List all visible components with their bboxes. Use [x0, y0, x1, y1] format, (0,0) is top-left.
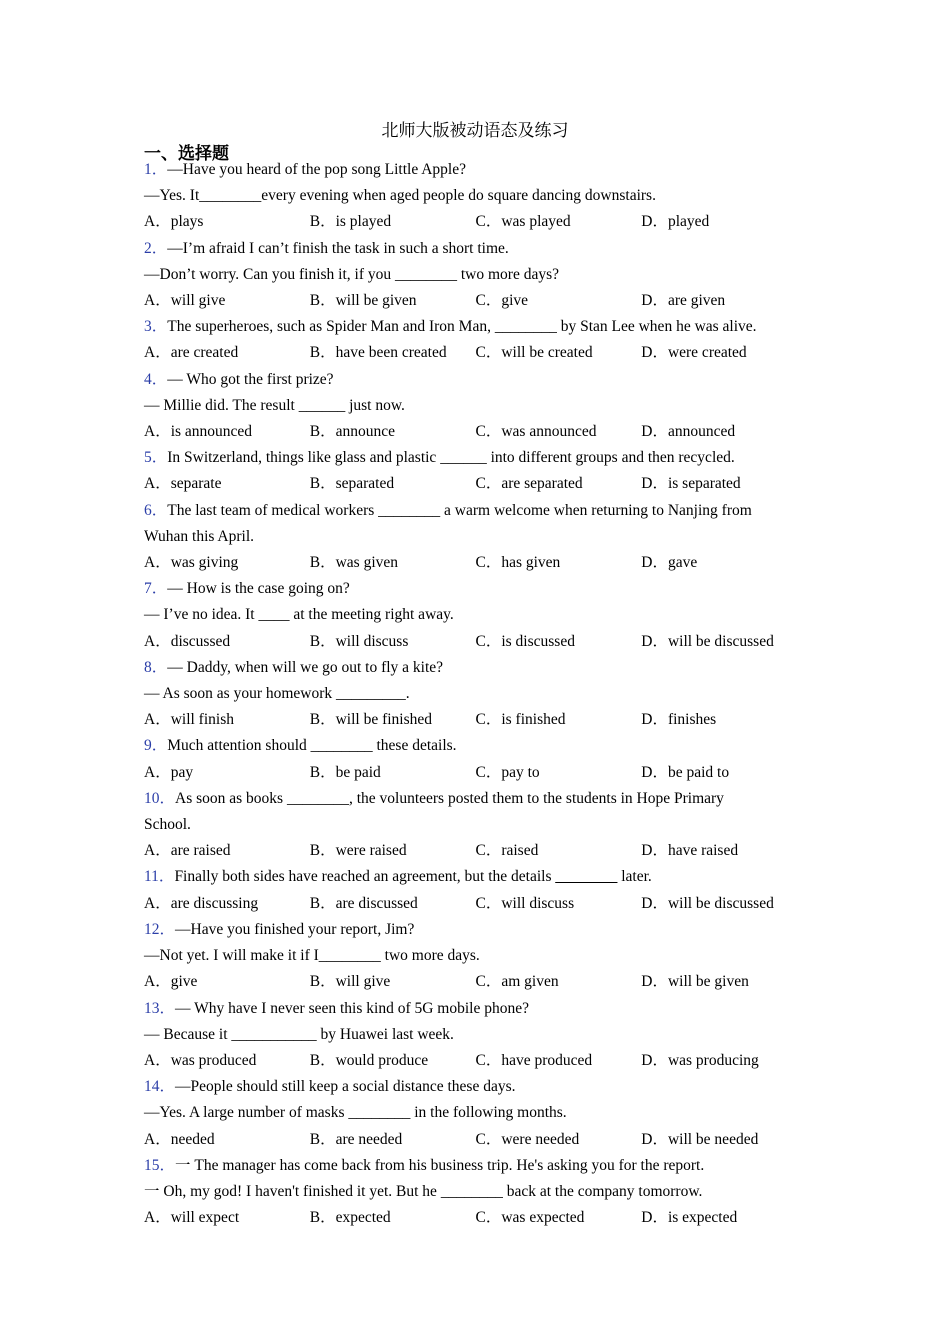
- answer-option-c[interactable]: C．is discussed: [475, 632, 575, 650]
- answer-option-c[interactable]: C．pay to: [475, 763, 540, 781]
- question-text: Finally both sides have reached an agreement, but the details: [174, 868, 556, 886]
- answer-option-a[interactable]: A．are discussing: [144, 894, 259, 912]
- answer-option-d[interactable]: D．are given: [641, 292, 726, 310]
- answer-option-d[interactable]: D．will be needed: [641, 1130, 759, 1148]
- page-title: 北师大版被动语态及练习: [381, 121, 569, 141]
- question-stem: [144, 786, 809, 812]
- answer-option-b[interactable]: B．were raised: [309, 842, 407, 860]
- question-line: School.: [144, 816, 191, 834]
- answer-option-a[interactable]: A．are created: [144, 344, 239, 362]
- answer-option-c[interactable]: C．will be created: [475, 344, 593, 362]
- question-line: — As soon as your homework _________.: [144, 685, 410, 703]
- answer-option-d[interactable]: D．announced: [641, 423, 736, 441]
- question-item: [144, 157, 809, 236]
- question-text: — Why have I never seen this kind of 5G mobile phone?: [175, 999, 529, 1017]
- answer-option-c[interactable]: C．have produced: [475, 1051, 593, 1069]
- question-item: [144, 733, 809, 785]
- question-number: 14．: [144, 1078, 176, 1096]
- question-line: — Because it ___________ by Huawei last week.: [144, 1025, 454, 1043]
- question-number: 4．: [144, 370, 168, 388]
- answer-option-c[interactable]: C．has given: [475, 554, 561, 572]
- question-text: — Who got the first prize?: [167, 370, 334, 388]
- question-text-tail: later.: [617, 868, 652, 886]
- answer-option-d[interactable]: D．was producing: [641, 1051, 759, 1069]
- answer-blank: ________: [555, 868, 618, 886]
- question-number: 10．: [144, 789, 176, 807]
- answer-options: [144, 550, 809, 576]
- question-stem: [144, 1153, 809, 1179]
- answer-option-c[interactable]: C．was expected: [475, 1209, 585, 1227]
- answer-options: [144, 838, 809, 864]
- question-item: [144, 786, 809, 865]
- answer-options: [144, 891, 809, 917]
- answer-option-b[interactable]: B．announce: [309, 423, 395, 441]
- answer-option-a[interactable]: A．discussed: [144, 632, 231, 650]
- answer-option-d[interactable]: D．is expected: [641, 1209, 738, 1227]
- answer-options: [144, 629, 809, 655]
- answer-option-d[interactable]: D．gave: [641, 554, 698, 572]
- question-text: — How is the case going on?: [167, 580, 350, 598]
- question-item: [144, 445, 809, 497]
- answer-option-a[interactable]: A．is announced: [144, 423, 253, 441]
- answer-option-b[interactable]: B．separated: [309, 475, 395, 493]
- question-number: 1．: [144, 161, 168, 178]
- answer-option-b[interactable]: B．are discussed: [309, 894, 418, 912]
- answer-option-c[interactable]: C．raised: [475, 842, 539, 860]
- question-item: [144, 996, 809, 1075]
- answer-option-d[interactable]: D．will be discussed: [641, 632, 774, 650]
- answer-option-a[interactable]: A．separate: [144, 475, 222, 493]
- question-item: [144, 576, 809, 655]
- answer-option-a[interactable]: A．plays: [144, 213, 204, 231]
- answer-option-d[interactable]: D．were created: [641, 344, 747, 362]
- question-line: —Yes. A large number of masks ________ in the following months.: [144, 1104, 567, 1122]
- question-stem: [144, 655, 809, 681]
- answer-option-d[interactable]: D．will be given: [641, 973, 749, 991]
- answer-option-b[interactable]: B．will give: [309, 973, 391, 991]
- answer-options: [144, 419, 809, 445]
- question-line: — I’ve no idea. It ____ at the meeting right away.: [144, 606, 454, 624]
- answer-option-a[interactable]: A．needed: [144, 1130, 215, 1148]
- question-number: 12．: [144, 920, 176, 938]
- question-item: [144, 498, 809, 577]
- question-number: 2．: [144, 239, 168, 257]
- question-text: — Daddy, when will we go out to fly a kite?: [167, 658, 444, 676]
- question-stem: [144, 236, 809, 262]
- section-heading: 一、选择题: [144, 144, 229, 164]
- answer-option-a[interactable]: A．are raised: [144, 842, 231, 860]
- answer-option-c[interactable]: C．was played: [475, 213, 571, 231]
- answer-option-b[interactable]: B．is played: [309, 213, 392, 231]
- question-stem: [144, 157, 809, 183]
- answer-option-c[interactable]: C．will discuss: [475, 894, 575, 912]
- question-stem: [144, 733, 809, 759]
- question-stem: [144, 445, 809, 471]
- question-item: [144, 314, 809, 366]
- answer-option-b[interactable]: B．be paid: [309, 763, 381, 781]
- answer-option-b[interactable]: B．was given: [309, 554, 399, 572]
- answer-options: [144, 707, 809, 733]
- question-text: 一 The manager has come back from his business trip. He's asking you for the report.: [175, 1156, 705, 1174]
- question-item: [144, 367, 809, 446]
- answer-option-c[interactable]: C．were needed: [475, 1130, 580, 1148]
- answer-option-c[interactable]: C．am given: [475, 973, 559, 991]
- answer-option-a[interactable]: A．was produced: [144, 1051, 257, 1069]
- question-text: —Have you heard of the pop song Little Apple?: [167, 161, 466, 178]
- answer-option-c[interactable]: C．are separated: [475, 475, 583, 493]
- question-item: [144, 917, 809, 996]
- question-line: —Yes. It________every evening when aged people do square dancing downstairs.: [144, 187, 656, 205]
- answer-options: [144, 1048, 809, 1074]
- question-text: Much attention should ________ these details.: [167, 737, 457, 755]
- answer-option-d[interactable]: D．have raised: [641, 842, 739, 860]
- question-number: 15．: [144, 1156, 176, 1174]
- answer-option-b[interactable]: B．will discuss: [309, 632, 409, 650]
- answer-options: [144, 209, 809, 235]
- question-number: 13．: [144, 999, 176, 1017]
- question-number: 7．: [144, 580, 168, 598]
- question-item: [144, 655, 809, 734]
- answer-option-a[interactable]: A．will expect: [144, 1209, 240, 1227]
- answer-option-b[interactable]: B．will be given: [309, 292, 417, 310]
- question-stem: [144, 367, 809, 393]
- question-text: As soon as books ________, the volunteers posted them to the students in Hope Primary: [175, 789, 724, 807]
- answer-option-b[interactable]: B．will be finished: [309, 711, 433, 729]
- answer-option-d[interactable]: D．be paid to: [641, 763, 730, 781]
- question-text: —People should still keep a social distance these days.: [175, 1078, 516, 1096]
- answer-option-c[interactable]: C．was announced: [475, 423, 597, 441]
- answer-option-a[interactable]: A．will finish: [144, 711, 234, 729]
- question-number: 9．: [144, 737, 168, 755]
- question-line: Wuhan this April.: [144, 527, 255, 545]
- question-stem: [144, 864, 809, 890]
- answer-options: [144, 471, 809, 497]
- answer-option-a[interactable]: A．give: [144, 973, 198, 991]
- question-stem: [144, 576, 809, 602]
- answer-option-a[interactable]: A．will give: [144, 292, 226, 310]
- answer-option-d[interactable]: D．played: [641, 213, 710, 231]
- answer-options: [144, 969, 809, 995]
- answer-option-b[interactable]: B．would produce: [309, 1051, 429, 1069]
- question-line: 一 Oh, my god! I haven't finished it yet. But he ________ back at the company tomorrow.: [144, 1182, 703, 1200]
- question-text: The superheroes, such as Spider Man and Iron Man, ________ by Stan Lee when he was alive.: [167, 318, 757, 336]
- question-stem: [144, 996, 809, 1022]
- answer-option-d[interactable]: D．will be discussed: [641, 894, 774, 912]
- answer-options: [144, 1127, 809, 1153]
- answer-option-c[interactable]: C．give: [475, 292, 529, 310]
- question-line: —Not yet. I will make it if I________ two more days.: [144, 947, 480, 965]
- answer-option-c[interactable]: C．is finished: [475, 711, 566, 729]
- answer-option-a[interactable]: A．pay: [144, 763, 194, 781]
- question-item: [144, 1153, 809, 1232]
- answer-options: [144, 760, 809, 786]
- question-item: [144, 236, 809, 315]
- question-text: —Have you finished your report, Jim?: [175, 920, 415, 938]
- answer-option-b[interactable]: B．are needed: [309, 1130, 403, 1148]
- answer-option-d[interactable]: D．finishes: [641, 711, 717, 729]
- question-stem: [144, 917, 809, 943]
- question-stem: [144, 1074, 809, 1100]
- question-text: —I’m afraid I can’t finish the task in such a short time.: [167, 239, 509, 257]
- question-line: — Millie did. The result ______ just now.: [144, 396, 405, 414]
- question-number: 5．: [144, 449, 168, 467]
- answer-options: [144, 1205, 809, 1231]
- question-number: 6．: [144, 501, 168, 519]
- answer-options: [144, 340, 809, 366]
- question-number: 8．: [144, 658, 168, 676]
- answer-option-d[interactable]: D．is separated: [641, 475, 741, 493]
- question-stem: [144, 498, 809, 524]
- answer-option-b[interactable]: B．expected: [309, 1209, 391, 1227]
- answer-options: [144, 288, 809, 314]
- question-number: 11．: [144, 868, 175, 886]
- question-line: —Don’t worry. Can you finish it, if you ________ two more days?: [144, 265, 560, 283]
- question-item: [144, 1074, 809, 1153]
- question-item: [144, 864, 809, 916]
- question-stem: [144, 314, 809, 340]
- question-text: The last team of medical workers ________ a warm welcome when returning to Nanjing from: [167, 501, 752, 519]
- question-number: 3．: [144, 318, 168, 336]
- question-text: In Switzerland, things like glass and plastic ______ into different groups and then recycled.: [167, 449, 735, 467]
- answer-option-a[interactable]: A．was giving: [144, 554, 239, 572]
- question-list: [144, 157, 809, 1231]
- answer-option-b[interactable]: B．have been created: [309, 344, 447, 362]
